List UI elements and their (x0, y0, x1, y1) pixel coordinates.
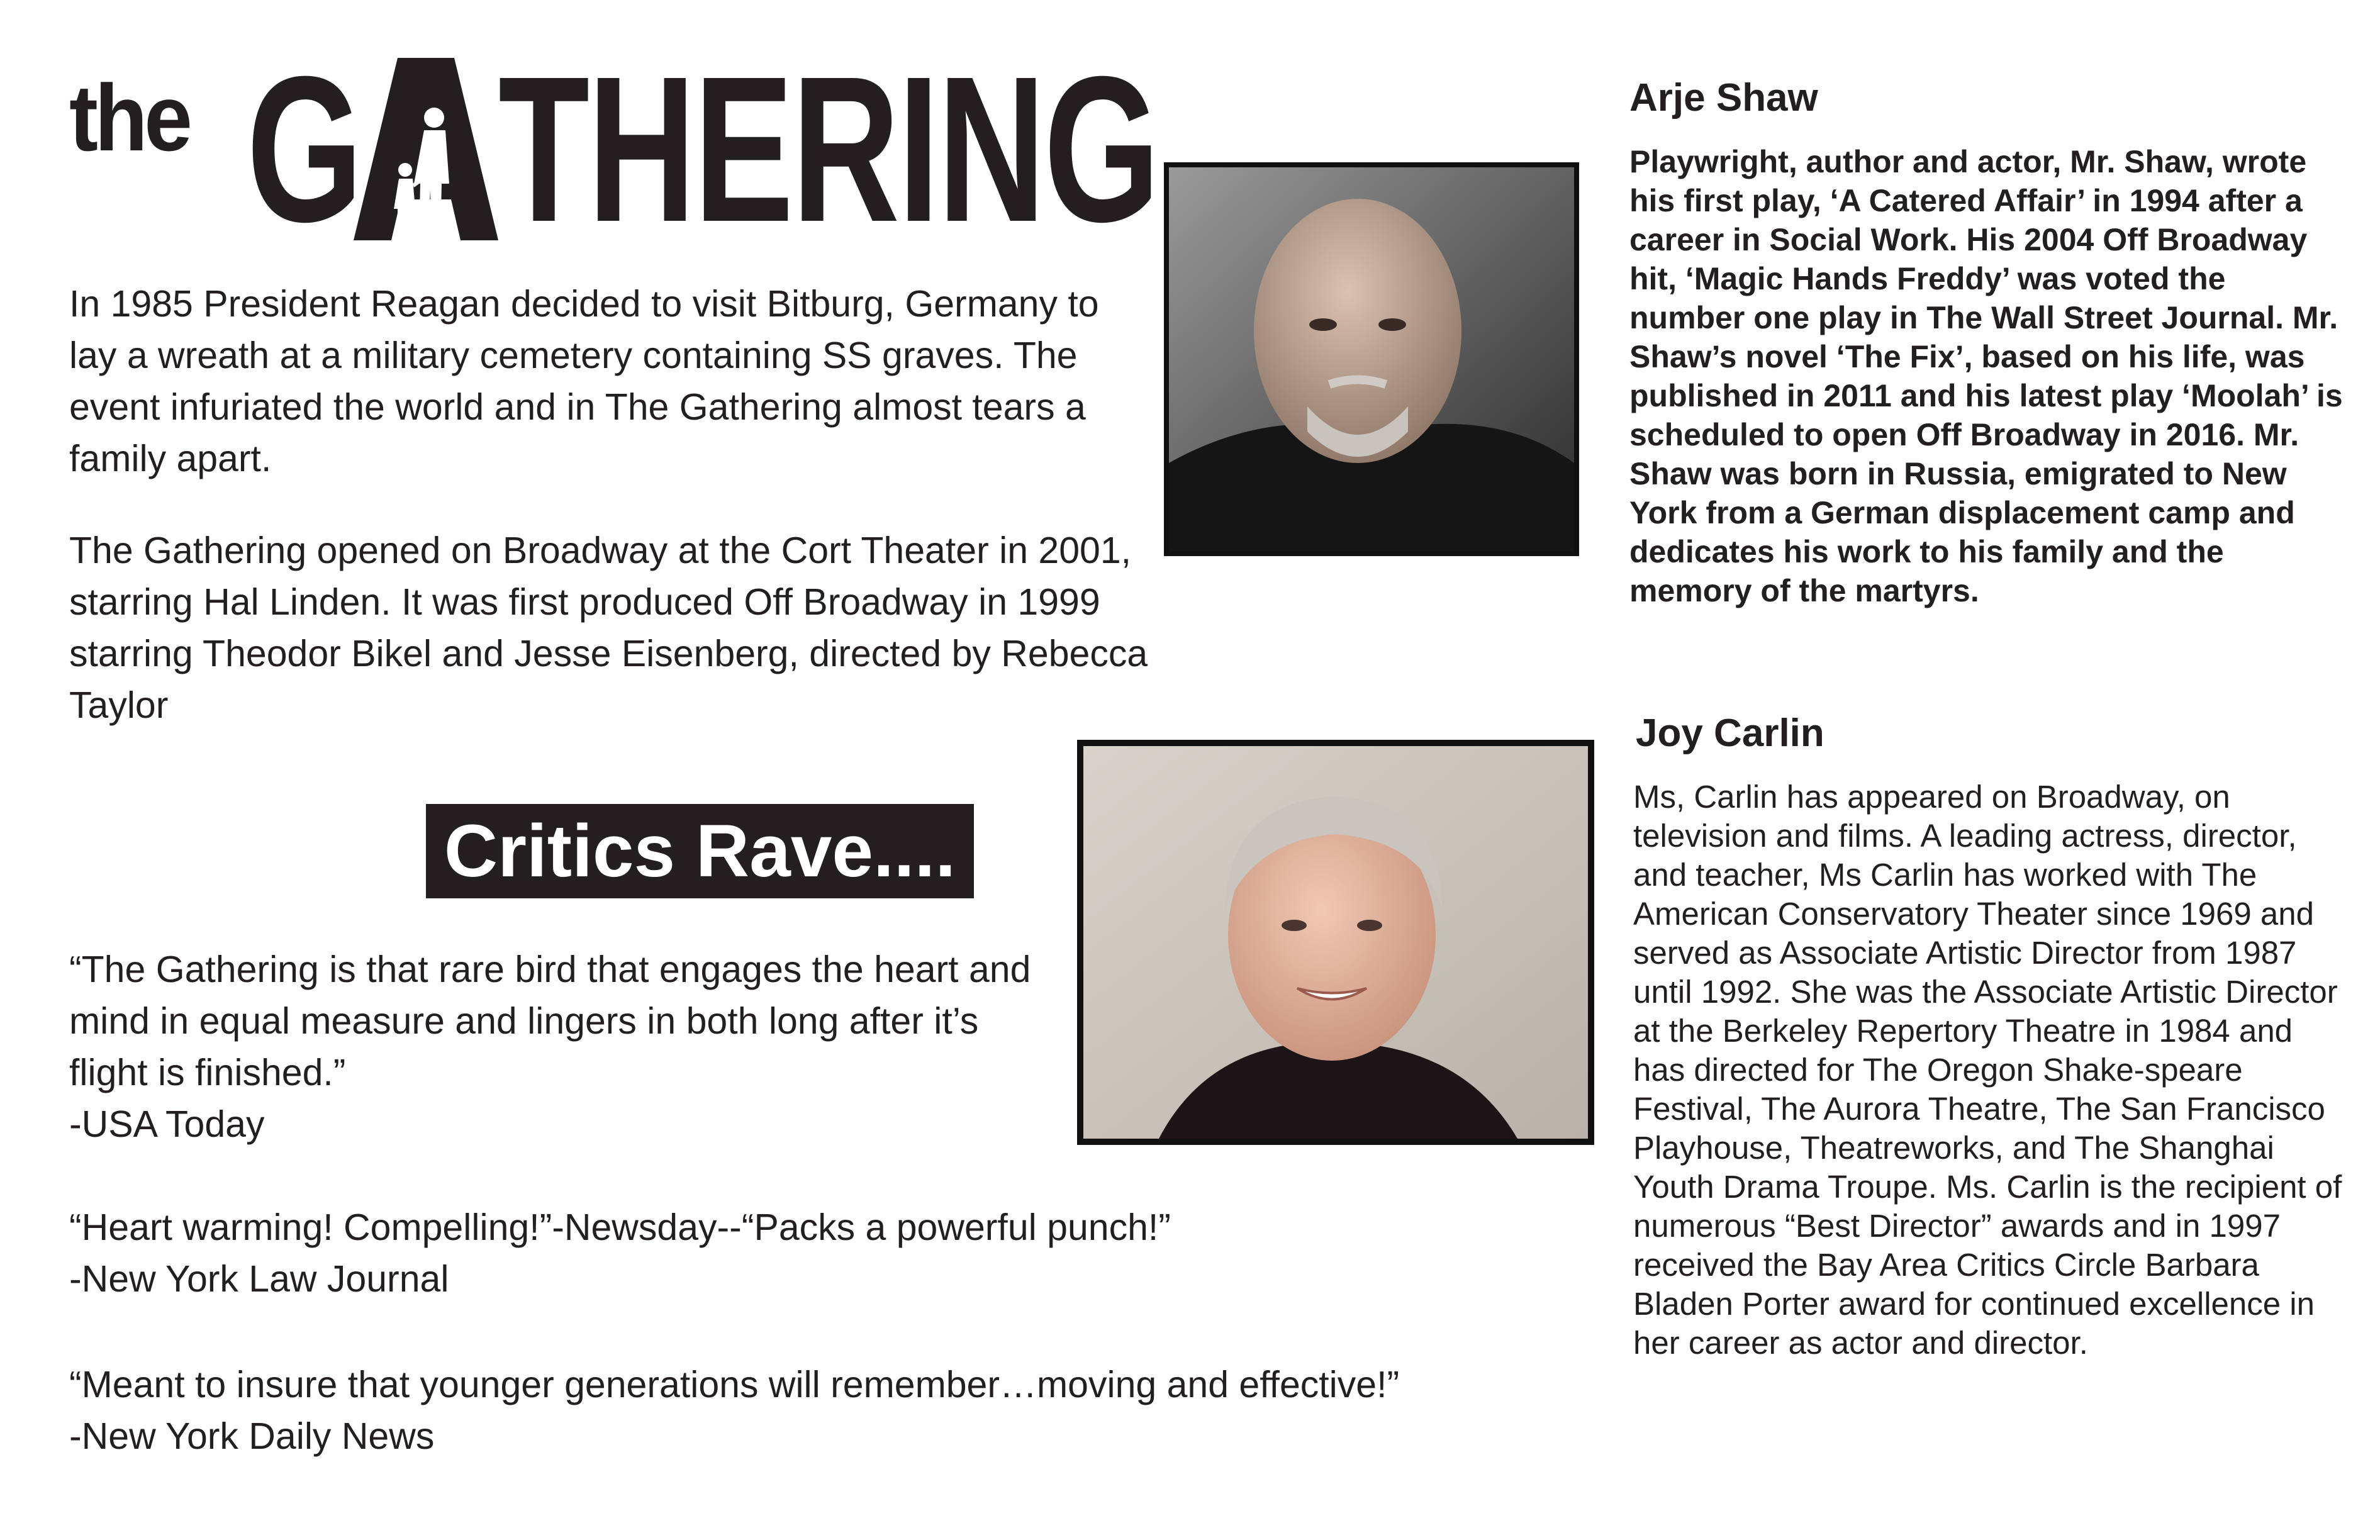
critic-quote: “Heart warming! Compelling!”-Newsday--“Packs a powerful punch!” (69, 1207, 1171, 1248)
intro-paragraph-history: In 1985 President Reagan decided to visit Bitburg, Germany to lay a wreath at a military cemetery containing SS graves. The event infuriated the world and in The Gathering almost tears a family apart. (69, 283, 1099, 479)
logo-letter-a-silhouette-icon (354, 58, 498, 240)
critic-quote: “The Gathering is that rare bird that engages the heart and mind in equal measure and lingers in both long after it’s flight is finished.” (69, 949, 1031, 1093)
critic-quote: “Meant to insure that younger generations will remember…moving and effective!” (69, 1364, 1400, 1405)
logo-the-text: the (69, 65, 189, 170)
intro-paragraph-production: The Gathering opened on Broadway at the Cort Theater in 2001, starring Hal Linden. It was first produced Off Broadway in 1999 starring Theodor Bikel and Jesse Eisenberg, directed by Rebecca Taylor (69, 530, 1148, 726)
critic-quote-source: -New York Law Journal (69, 1258, 449, 1300)
bio-name-arje-shaw: Arje Shaw (1629, 76, 1818, 120)
logo-letters-thering: THERING (498, 33, 1159, 265)
critic-quote-source: -USA Today (69, 1103, 265, 1145)
joy-carlin-portrait-photo (1077, 740, 1594, 1145)
logo-letter-g: G (247, 33, 361, 265)
bio-text-joy-carlin: Ms, Carlin has appeared on Broadway, on television and films. A leading actress, director, and teacher, Ms Carlin has worked with The American Conservatory Theater since 1969 and served as Associate Artistic Director from 1987 until 1992. She was the Associate Artistic Director at the Berkeley Repertory Theatre in 1984 and has directed for The Oregon Shake-speare Festival, The Aurora Theatre, The San Francisco Playhouse, Theatreworks, and The Shanghai Youth Drama Troupe. Ms. Carlin is the recipient of numerous “Best Director” awards and in 1997 received the Bay Area Critics Circle Barbara Bladen Porter award for continued excellence in her career as actor and director. (1633, 779, 2342, 1361)
bio-name-joy-carlin: Joy Carlin (1636, 711, 1824, 755)
critics-rave-banner: Critics Rave.... (426, 804, 974, 898)
arje-shaw-portrait-photo (1164, 162, 1579, 556)
critic-quote-source: -New York Daily News (69, 1415, 435, 1457)
logo (69, 33, 1159, 265)
portrait-man-icon (1169, 167, 1574, 551)
portrait-woman-icon (1083, 746, 1588, 1139)
bio-text-arje-shaw: Playwright, author and actor, Mr. Shaw, wrote his first play, ‘A Catered Affair’ in 1994 after a career in Social Work. His 2004 Off Broadway hit, ‘Magic Hands Freddy’ was voted the number one play in The Wall Street Journal. Mr. Shaw’s novel ‘The Fix’, based on his life, was published in 2011 and his latest play ‘Moolah’ is scheduled to open Off Broadway in 2016. Mr. Shaw was born in Russia, emigrated to New York from a German displacement camp and dedicates his work to his family and the memory of the martyrs. (1629, 144, 2343, 608)
